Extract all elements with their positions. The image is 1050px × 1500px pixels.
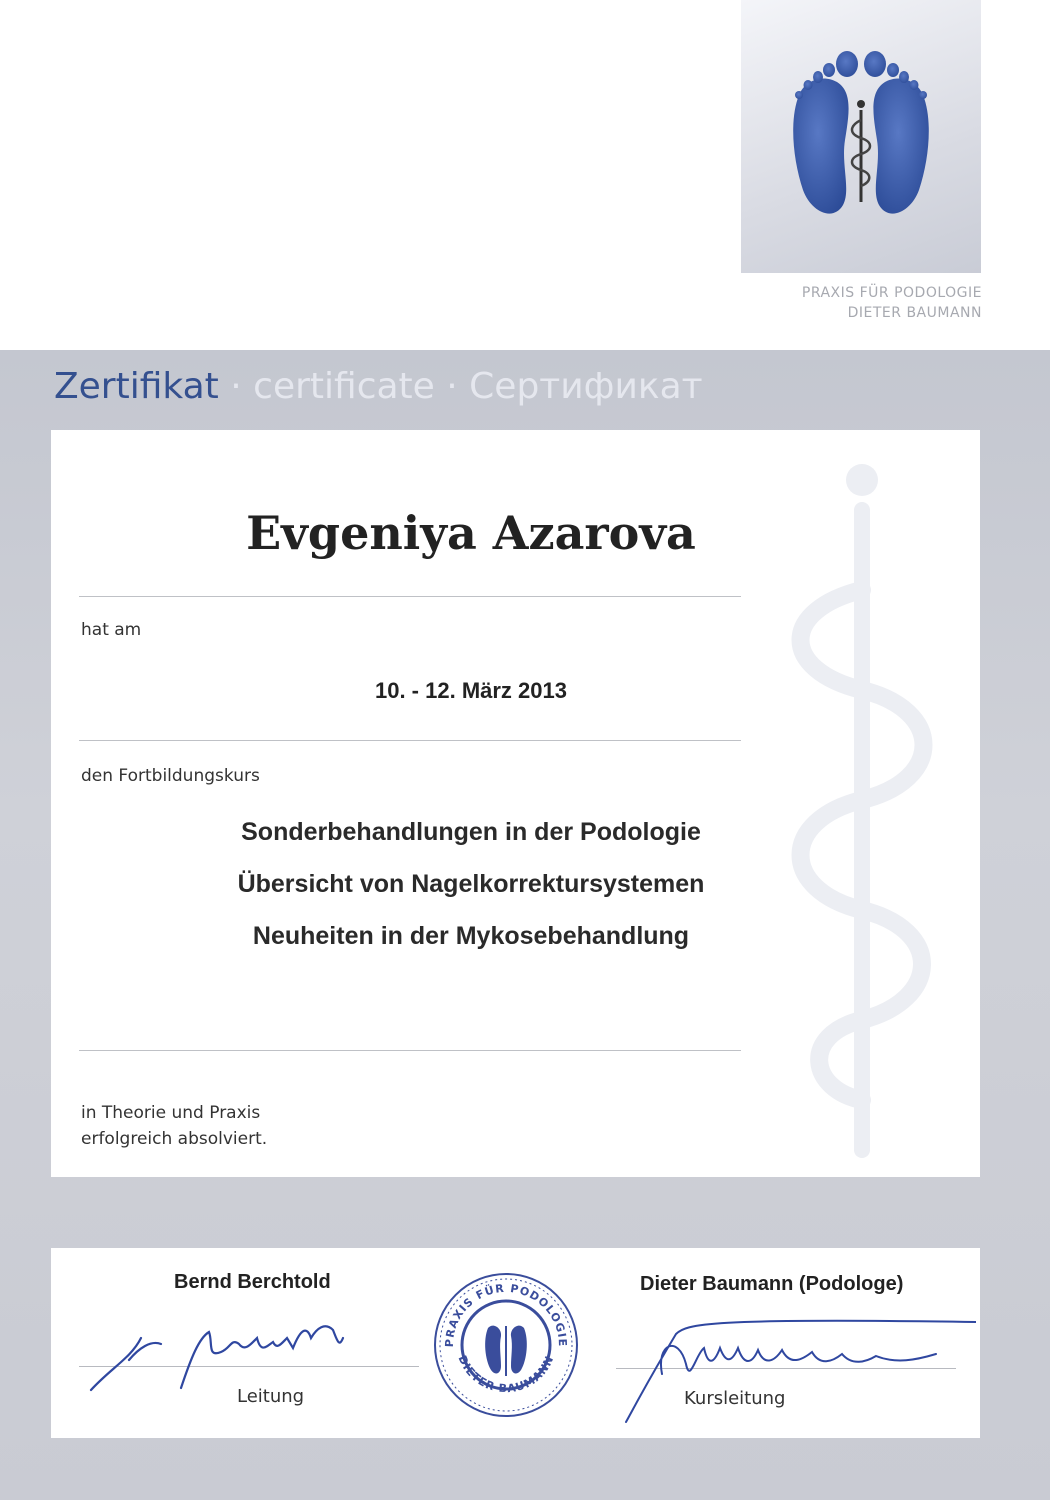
divider [79,740,741,741]
signer-left-role: Leitung [237,1386,305,1407]
practice-seal-icon [431,1270,581,1420]
certificate-title [54,366,703,407]
signature-left-icon [81,1308,381,1408]
signature-right-icon [616,1304,976,1434]
closing-line2: erfolgreich absolviert. [81,1129,268,1149]
signature-panel [51,1248,980,1438]
certificate-body [51,430,980,1177]
title-german: Zertifikat [54,366,219,407]
logo-caption-line2: DIETER BAUMANN [847,305,982,321]
practice-logo [741,0,981,273]
title-english: certificate [253,366,435,407]
seal-bottom-text: DIETER BAUMANN [455,1353,557,1396]
title-separator: · [230,366,242,407]
course-date: 10. - 12. März 2013 [374,678,567,703]
closing-line1: in Theorie und Praxis [81,1103,261,1123]
divider [79,596,741,597]
signer-right-role: Kursleitung [684,1388,786,1409]
seal-top-text: PRAXIS FÜR PODOLOGIE [442,1281,570,1348]
logo-caption-line1: PRAXIS FÜR PODOLOGIE [801,285,982,301]
divider [79,1050,741,1051]
title-russian: Сертификат [469,366,703,407]
logo-caption [802,283,982,323]
course-title-line: Übersicht von Nagelkorrektursystemen [237,870,705,898]
closing-text [81,1100,267,1152]
recipient-name: Evgeniya Azarova [246,506,696,560]
title-separator: · [446,366,458,407]
signer-right-name: Dieter Baumann (Podologe) [640,1273,904,1295]
signer-left-name: Bernd Berchtold [174,1271,331,1293]
intro-text: hat am [81,620,142,640]
course-title-line: Sonderbehandlungen in der Podologie [241,818,701,846]
course-title-line: Neuheiten in der Mykosebehandlung [252,922,690,950]
course-intro-text: den Fortbildungskurs [81,766,260,786]
feet-logo-icon [741,0,981,273]
